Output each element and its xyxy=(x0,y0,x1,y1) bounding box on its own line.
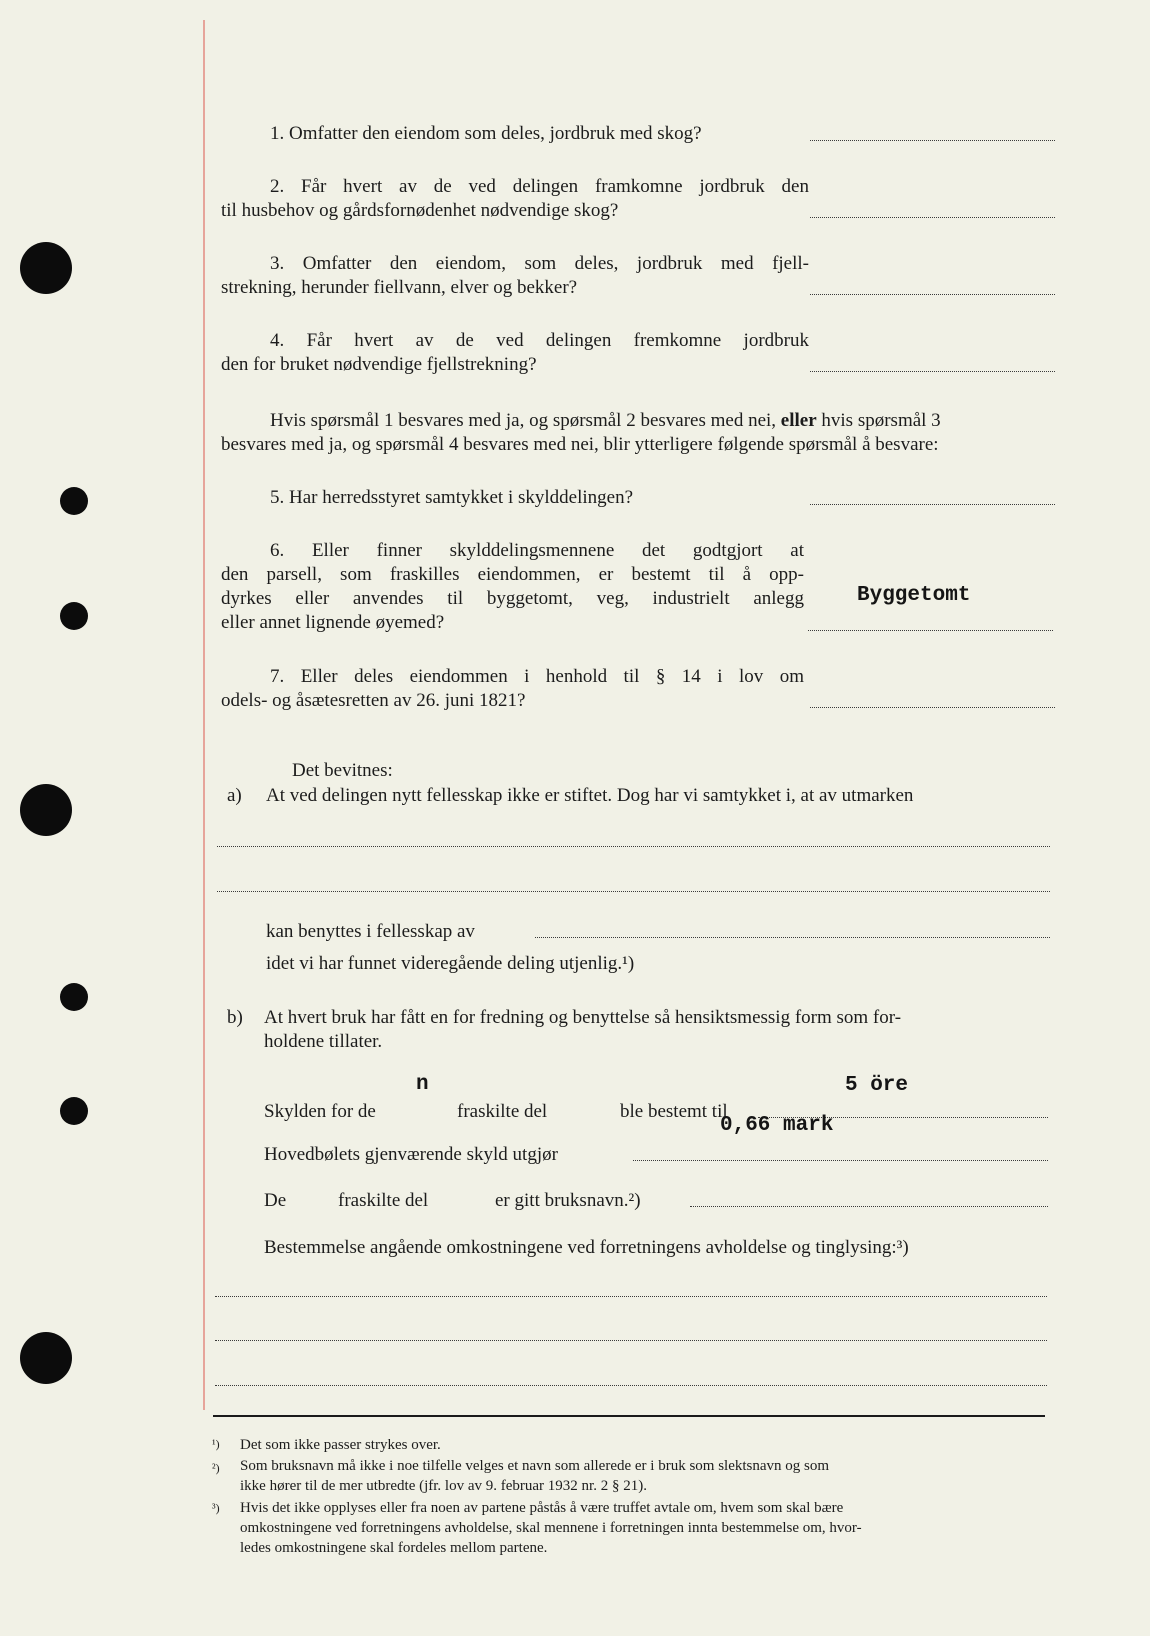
footnote-2-line-1: Som bruksnavn må ikke i noe tilfelle velges et navn som allerede er i bruk som slektsnavn og som xyxy=(240,1458,830,1474)
cost-line-3 xyxy=(215,1385,1047,1386)
bruksnavn-text-1: De xyxy=(264,1190,287,1211)
question-3-line-2: strekning, herunder fiellvann, elver og bekker? xyxy=(221,277,578,298)
question-5: 5. Har herredsstyret samtykket i skylddelingen? xyxy=(270,487,634,508)
attest-b-line-1: At hvert bruk har fått en for fredning og benyttelse så hensiktsmessig form som for- xyxy=(264,1007,902,1028)
punch-hole xyxy=(60,1097,88,1125)
question-6-line-2: den parsell, som fraskilles eiendommen, er bestemt til å opp- xyxy=(221,564,804,585)
answer-line-1 xyxy=(810,140,1055,141)
condition-text-b: hvis spørsmål 3 xyxy=(816,410,941,431)
footnote-3-line-3: ledes omkostningene skal fordeles mellom partene. xyxy=(240,1540,548,1556)
skyld-text-3: ble bestemt til xyxy=(620,1101,728,1122)
question-7-line-1: 7. Eller deles eiendommen i henhold til § 14 i lov om xyxy=(270,666,804,687)
bruksnavn-text-3: er gitt bruksnavn.²) xyxy=(495,1190,641,1211)
footnote-2-mark: ²) xyxy=(212,1461,220,1475)
answer-6-typed: Byggetomt xyxy=(857,584,971,607)
punch-hole xyxy=(20,1332,72,1384)
answer-line-3 xyxy=(810,294,1055,295)
attest-a-text: At ved delingen nytt fellesskap ikke er stiftet. Dog har vi samtykket i, at av utmarken xyxy=(266,785,914,806)
skyld-text-1: Skylden for de xyxy=(264,1101,376,1122)
condition-bold: eller xyxy=(780,410,817,431)
cost-line-1 xyxy=(215,1296,1047,1297)
margin-rule xyxy=(203,20,205,1410)
bruksnavn-text-2: fraskilte del xyxy=(338,1190,429,1211)
footnote-separator xyxy=(213,1415,1045,1417)
answer-line-2 xyxy=(810,217,1055,218)
answer-line-5 xyxy=(810,504,1055,505)
punch-hole xyxy=(60,487,88,515)
attest-a-label: a) xyxy=(227,785,242,806)
question-4-line-1: 4. Får hvert av de ved delingen fremkomne jordbruk xyxy=(270,330,809,351)
footnote-3-mark: ³) xyxy=(212,1501,220,1515)
skyld-typed-mark: 0,66 mark xyxy=(720,1114,834,1137)
question-1: 1. Omfatter den eiendom som deles, jordbruk med skog? xyxy=(270,123,702,144)
attest-a-reason: idet vi har funnet videregående deling utjenlig.¹) xyxy=(266,953,635,974)
footnote-1: Det som ikke passer strykes over. xyxy=(240,1437,441,1453)
answer-line-6 xyxy=(808,630,1053,631)
question-7-line-2: odels- og åsætesretten av 26. juni 1821? xyxy=(221,690,526,711)
bruksnavn-line xyxy=(690,1206,1048,1207)
attest-a-fill-line-2 xyxy=(217,891,1050,892)
question-3-line-1: 3. Omfatter den eiendom, som deles, jordbruk med fjell- xyxy=(270,253,809,274)
skyld-text-2: fraskilte del xyxy=(457,1101,548,1122)
attest-a-fill-line-1 xyxy=(217,846,1050,847)
condition-text-a: Hvis spørsmål 1 besvares med ja, og spørsmål 2 besvares med nei, xyxy=(270,410,781,431)
punch-hole xyxy=(20,242,72,294)
attest-a-common-line xyxy=(535,937,1050,938)
question-6-line-4: eller annet lignende øyemed? xyxy=(221,612,445,633)
question-2-line-1: 2. Får hvert av de ved delingen framkomne jordbruk den xyxy=(270,176,809,197)
condition-line-2: besvares med ja, og spørsmål 4 besvares med nei, blir ytterligere følgende spørsmål å besvare: xyxy=(221,434,939,455)
skyld-typed-n: n xyxy=(416,1073,429,1096)
punch-hole xyxy=(60,983,88,1011)
skyld-typed-ore: 5 öre xyxy=(845,1074,909,1097)
hovedbol-line xyxy=(633,1160,1048,1161)
footnote-2-line-2: ikke hører til de mer utbredte (jfr. lov av 9. februar 1932 nr. 2 § 21). xyxy=(240,1478,647,1494)
question-4-line-2: den for bruket nødvendige fjellstrekning? xyxy=(221,354,537,375)
attest-a-common: kan benyttes i fellesskap av xyxy=(266,921,475,942)
attest-heading: Det bevitnes: xyxy=(292,760,393,781)
question-6-line-1: 6. Eller finner skylddelingsmennene det godtgjort at xyxy=(270,540,804,561)
hovedbol-text: Hovedbølets gjenværende skyld utgjør xyxy=(264,1144,558,1165)
punch-hole xyxy=(20,784,72,836)
attest-b-label: b) xyxy=(227,1007,243,1028)
question-6-line-3: dyrkes eller anvendes til byggetomt, veg, industrielt anlegg xyxy=(221,588,804,609)
footnote-3-line-1: Hvis det ikke opplyses eller fra noen av partene påstås å være truffet avtale om, hvem som skal bære xyxy=(240,1500,844,1516)
footnote-1-mark: ¹) xyxy=(212,1437,220,1451)
question-2-line-2: til husbehov og gårdsfornødenhet nødvendige skog? xyxy=(221,200,619,221)
answer-line-4 xyxy=(810,371,1055,372)
answer-line-7 xyxy=(810,707,1055,708)
attest-b-line-2: holdene tillater. xyxy=(264,1031,383,1052)
cost-text: Bestemmelse angående omkostningene ved forretningens avholdelse og tinglysing:³) xyxy=(264,1237,909,1258)
condition-line-1 xyxy=(270,408,941,433)
punch-hole xyxy=(60,602,88,630)
cost-line-2 xyxy=(215,1340,1047,1341)
footnote-3-line-2: omkostningene ved forretningens avholdelse, skal mennene i forretningen innta bestemmelse om, hvor- xyxy=(240,1520,862,1536)
